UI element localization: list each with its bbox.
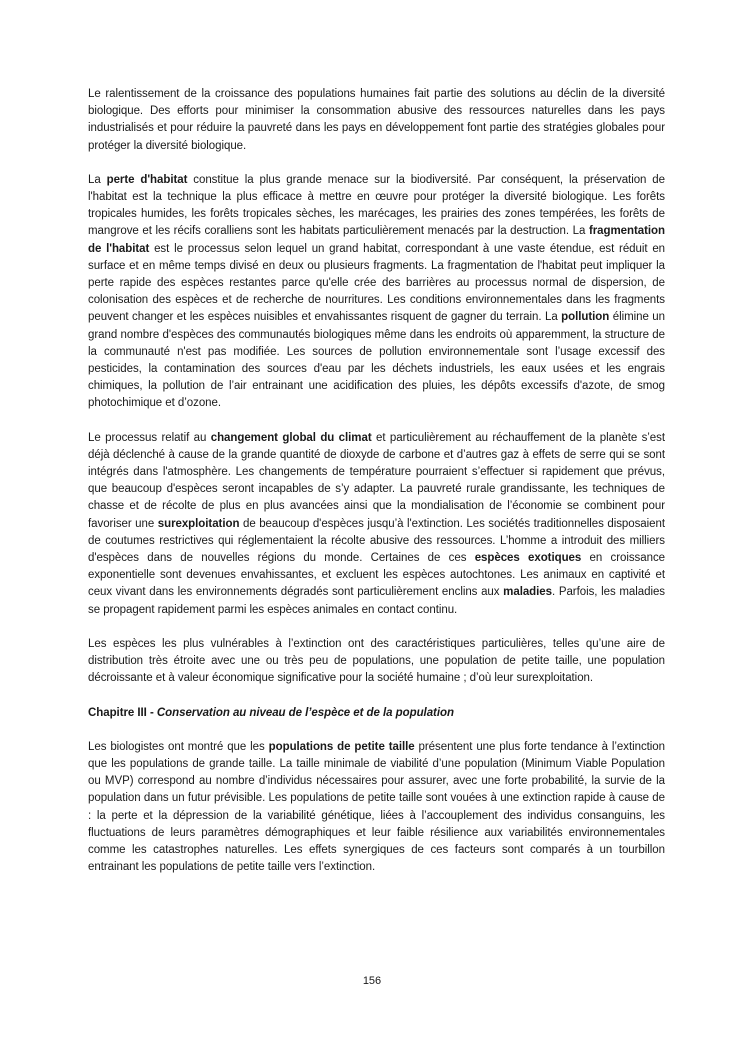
text-run: élimine un grand nombre d'espèces des communautés biologiques même dans les endroits où apparemment, la structure de la communauté n'est pas modifiée. Les sources de pollution environnementale sont l’usage excessif des pesticides, la contamination des sources d'eau par les déchets industriels, les eaux usées et les engrais chimiques, la pollution de l’air entrainant une acidification des pluies, les dépôts excessifs d'azote, de smog photochimique et d’ozone. — [88, 311, 665, 410]
bold-term: pollution — [561, 311, 610, 324]
paragraph-small-populations — [88, 739, 665, 877]
text-run: est le processus selon lequel un grand habitat, correspondant à une vaste étendue, est réduit en surface et en même temps divisé en deux ou plusieurs fragments. La fragmentation de l'habitat peut impliquer la perte rapide des espèces restantes parce qu'elle crée des barrières au processus normal de dispersion, de colonisation des espèces et de recherche de nourritures. Les conditions environnementales dans les fragments peuvent changer et les espèces nuisibles et envahissantes risquent de gagner du terrain. La — [88, 242, 666, 324]
bold-term: surexploitation — [157, 517, 240, 530]
page-number: 156 — [362, 975, 382, 987]
bold-term: espèces exotiques — [474, 552, 582, 565]
text-run: de beaucoup d'espèces jusqu’à l'extinction. Les sociétés traditionnelles disposaient de coutumes restrictives qui réglementaient la récolte abusive des ressources. L’homme a introduit des milliers d'espèces dans de nouvelles régions du monde. Certaines de ces — [88, 517, 665, 565]
text-run: Le processus relatif au — [88, 431, 211, 444]
bold-term: maladies — [503, 586, 552, 599]
text-run: Les biologistes ont montré que les — [88, 740, 269, 753]
chapter-heading-title: Conservation au niveau de l’espèce et de la population — [156, 706, 454, 719]
paragraph-habitat-loss — [88, 172, 665, 413]
text-run: Les espèces les plus vulnérables à l’extinction ont des caractéristiques particulières, telles qu’une aire de distribution très étroite avec une ou très peu de populations, une population de petite taille, une population décroissante et à valeur économique significative pour la société humaine ; d’où leur surexploitation. — [88, 637, 665, 685]
page-body — [88, 86, 665, 893]
text-run: Le ralentissement de la croissance des populations humaines fait partie des solutions au déclin de la diversité biologique. Des efforts pour minimiser la consommation abusive des ressources naturelles dans les pays industrialisés et pour réduire la pauvreté dans les pays en développement font partie des stratégies globales pour protéger la diversité biologique. — [88, 88, 665, 152]
text-run: présentent une plus forte tendance à l’extinction que les populations de grande taille. La taille minimale de viabilité d’une population (Minimum Viable Population ou MVP) correspond au nombre d’individus nécessaires pour assurer, avec une forte probabilité, la survie de la population dans un futur prévisible. Les populations de petite taille sont vouées à une extinction rapide à cause de : la perte et la dépression de la variabilité génétique, liées à l’accouplement des individus consanguins, les fluctuations de leurs paramètres démographiques et leur faible résilience aux variabilités environnementales comme les catastrophes naturelles. Les effets synergiques de ces facteurs sont comparés à un tourbillon entrainant les populations de petite taille vers l’extinction. — [88, 740, 665, 874]
bold-term: fragmentation de l'habitat — [88, 225, 665, 255]
text-run: en croissance exponentielle sont devenues envahissantes, et excluent les espèces autochtones. Les animaux en captivité et ceux vivant dans les environnements dégradés sont particulièrement enclins aux — [88, 552, 665, 599]
paragraph-population-growth — [88, 86, 665, 155]
text-run: . Parfois, les maladies se propagent rapidement parmi les espèces animales en contact continu. — [88, 586, 665, 616]
bold-term: changement global du climat — [210, 431, 372, 444]
text-run: constitue la plus grande menace sur la biodiversité. Par conséquent, la préservation de l'habitat est la technique la plus efficace à mettre en œuvre pour protéger la diversité biologique. Les forêts tropicales humides, les forêts tropicales sèches, les marécages, les prairies des zones tempérées, les forêts de mangrove et les récifs coralliens sont les habitats particulièrement menacés par la destruction. La — [88, 173, 665, 238]
text-run: et particulièrement au réchauffement de la planète s’est déjà déclenché à cause de la grande quantité de dioxyde de carbone et d’autres gaz à effets de serre qui se sont intégrés dans l'atmosphère. Les changements de température pourraient s’effectuer si rapidement que prévus, que beaucoup d'espèces seront incapables de s’y adapter. La pauvreté rurale grandissante, les techniques de chasse et de récolte de plus en plus avancées ainsi que la mondialisation de l’économie se combinent pour favoriser une — [88, 431, 665, 530]
chapter-heading — [88, 705, 665, 722]
paragraph-climate-change — [88, 430, 665, 619]
bold-term: perte d'habitat — [106, 173, 188, 186]
chapter-heading-prefix: Chapitre III - — [88, 706, 157, 719]
bold-term: populations de petite taille — [268, 740, 415, 753]
text-run: La — [88, 173, 107, 186]
paragraph-vulnerable-species — [88, 636, 665, 688]
